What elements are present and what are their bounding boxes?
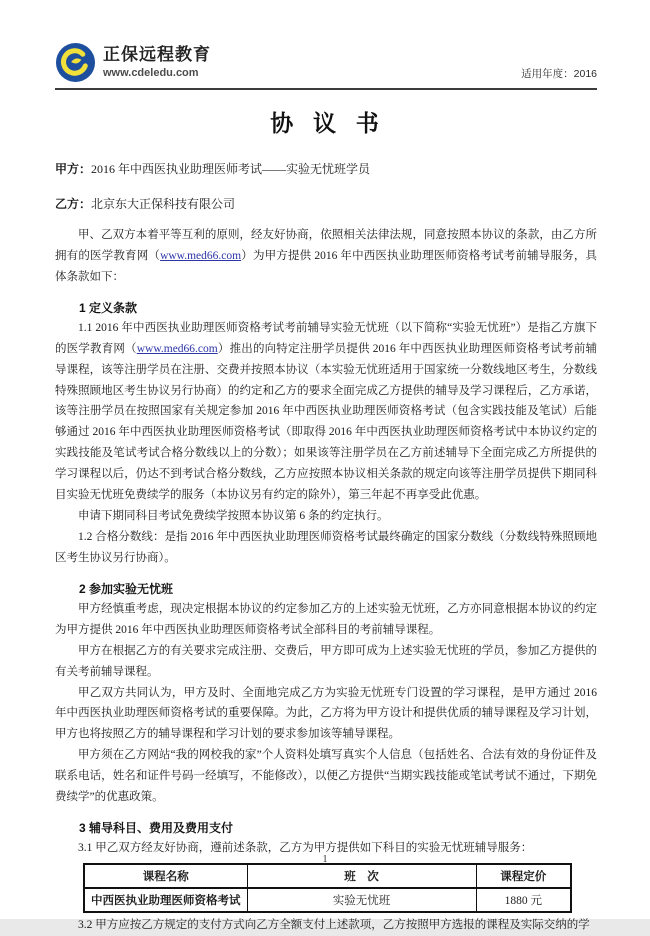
column-header-course-price: 课程定价 [476,864,571,888]
clause-1-2: 1.2 合格分数线：是指 2016 年中西医执业助理医师资格考试最终确定的国家分数线（分数线特殊照顾地区考生协议另行协商）。 [55,530,597,564]
section-3-heading: 3 辅导科目、费用及费用支付 [79,821,234,836]
section-2-paragraph: 甲方须在乙方网站“我的网校我的家”个人资料处填写真实个人信息（包括姓名、合法有效的身份证件及联系电话，姓名和证件号码一经填写，不能修改），以便乙方提供“当期实践技能或笔试考试不通过，下期免费续学”的优惠政策。 [55,749,597,804]
section-2-heading: 2 参加实验无忧班 [79,581,174,596]
party-b-label: 乙方： [55,197,92,211]
clause-1-1 [55,318,597,506]
section-2-paragraph: 甲乙双方共同认为，甲方及时、全面地完成乙方为实验无忧班专门设置的学习课程，是甲方通过 2016 年中西医执业助理医师资格考试的重要保障。为此，乙方将为甲方设计和提供优质的辅导课程及学习计划，甲方也将按照乙方的辅导课程和学习计划的要求参加该等辅导课程。 [55,686,597,741]
cell-course-name: 中西医执业助理医师资格考试 [84,888,247,912]
intro-after: ）为甲方提供 2016 年中西医执业助理医师资格考试考前辅导服务，具体条款如下： [55,249,598,283]
party-b-value: 北京东大正保科技有限公司 [91,197,236,211]
section-2-paragraph: 甲方在根据乙方的有关要求完成注册、交费后，甲方即可成为上述实验无忧班的学员，参加乙方提供的有关考前辅导课程。 [55,644,597,678]
column-header-course-name: 课程名称 [84,864,247,888]
party-a-label: 甲方： [55,162,92,176]
clause-3-1: 3.1 甲乙双方经友好协商，遵前述条款，乙方为甲方提供如下科目的实验无忧班辅导服务： [78,842,533,855]
brand-name: 正保远程教育 [103,45,211,65]
table-row [84,888,571,912]
brand-block [55,42,211,83]
intro-paragraph [55,225,597,288]
page-header [55,42,597,90]
brand-text [103,46,211,79]
intro-before: 甲、乙双方本着平等互利的原则，经友好协商，依照相关法律法规，同意按照本协议的条款，由乙方所拥有的医学教育网（ [55,229,597,262]
med66-link[interactable]: www.med66.com [160,249,242,262]
course-fee-table [83,863,572,913]
med66-link-2[interactable]: www.med66.com [136,342,218,355]
page-number: 1 [322,854,328,865]
cell-course-price: 1880 元 [476,888,571,912]
clause-3-2: 3.2 甲方应按乙方规定的支付方式向乙方全额支付上述款项，乙方按照甲方选报的课程及实际交纳的学 [78,918,590,931]
cell-class-type: 实验无忧班 [247,888,476,912]
cdel-logo-icon [55,42,96,83]
clause-renewal: 申请下期同科目考试免费续学按照本协议第 6 条的约定执行。 [78,510,389,523]
section-2-paragraph: 甲方经慎重考虑，现决定根据本协议的约定参加乙方的上述实验无忧班，乙方亦同意根据本协议的约定为甲方提供 2016 年中西医执业助理医师资格考试全部科目的考前辅导课程。 [55,602,597,636]
party-a-value: 2016 年中西医执业助理医师考试——实验无忧班学员 [91,162,371,176]
brand-url: www.cdeledu.com [103,66,199,79]
party-b-line [55,197,597,212]
agreement-body [55,225,597,936]
clause-1-1-before: 1.1 2016 年中西医执业助理医师资格考试考前辅导实验无忧班（以下简称“实验无忧班”）是指乙方旗下的医学教育网（ [55,321,597,355]
clause-1-1-after: ）推出的向特定注册学员提供 2016 年中西医执业助理医师资格考试考前辅导课程，该等注册学员在注册、交费并按照本协议（本实验无忧班适用于国家统一分数线地区考生，分数线特殊照顾地区考生协议另行协商）的约定和乙方的要求全面完成乙方提供的辅导及学习课程后，乙方承诺，该等注册学员在按照国家有关规定参加 2016 年中西医执业助理医师资格考试（包含实践技能及笔试）后能够通过 2016 年中西医执业助理医师资格考试（即取得 2016 年中西医执业助理医师资格考试中本协议约定的实践技能及笔试考试合格分数线以上的分数）；如果该等注册学员在乙方前述辅导下全面完成乙方所提供的学习课程以后，仍达不到考试合格分数线，乙方应按照本协议相关条款的规定向该等注册学员提供下期同科目实验无忧班免费续学的服务（本协议另有约定的除外），第三年起不再享受此优惠。 [55,342,598,502]
table-header-row [84,864,571,888]
applicable-year: 适用年度：2016 [521,68,597,80]
section-1-heading: 1 定义条款 [79,300,138,315]
column-header-class-type: 班 次 [247,864,476,888]
party-a-line [55,162,597,177]
page-title: 协 议 书 [270,111,382,136]
